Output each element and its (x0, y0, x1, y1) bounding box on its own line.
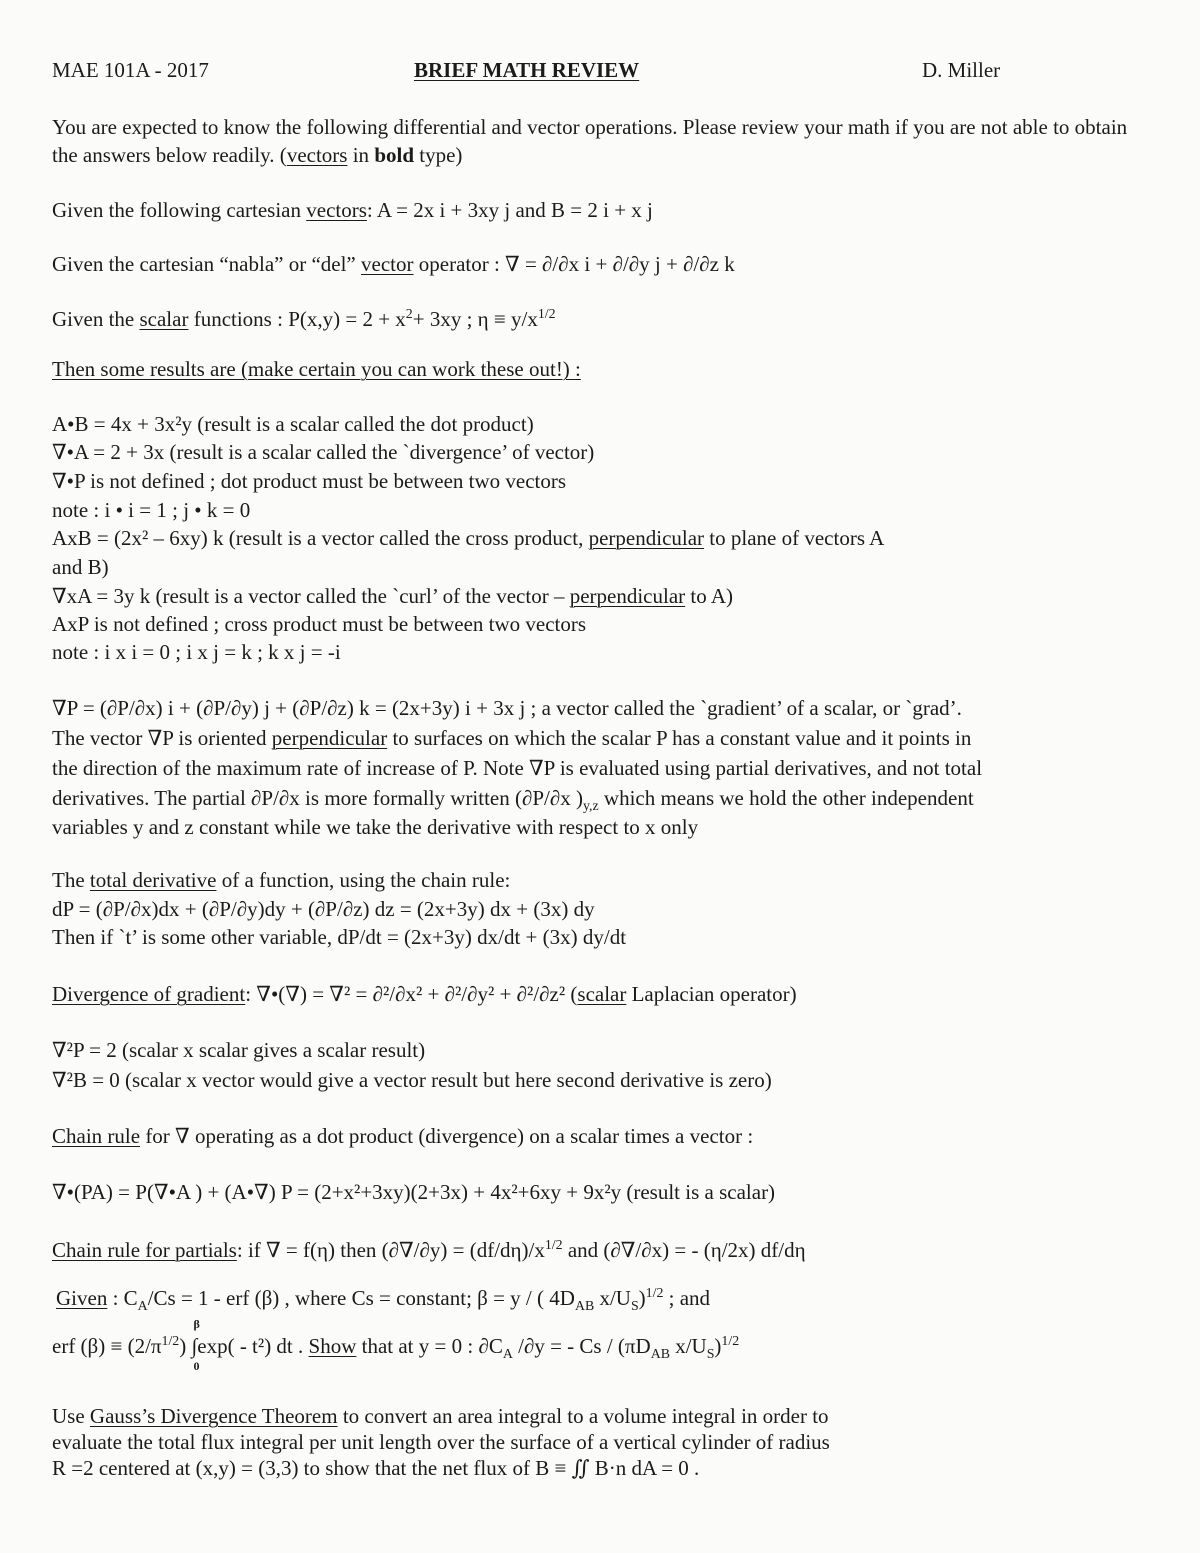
result-cross-product-cont: and B) (52, 555, 109, 579)
total-derivative-heading: The total derivative of a function, using the chain rule: (52, 868, 511, 892)
integral-upper-limit: β (193, 1317, 200, 1331)
results-heading: Then some results are (make certain you can work these out!) : (52, 357, 581, 381)
gauss-line-1: Use Gauss’s Divergence Theorem to convert an area integral to a volume integral in order to (52, 1404, 829, 1428)
chain-rule-heading: Chain rule for ∇ operating as a dot product (divergence) on a scalar times a vector : (52, 1124, 754, 1148)
gradient-line-5: variables y and z constant while we take the derivative with respect to x only (52, 815, 699, 839)
gradient-line-3: the direction of the maximum rate of increase of P. Note ∇P is evaluated using partial derivatives, and not total (52, 756, 983, 780)
given-scalar-line: Given the scalar functions : $P(x,y) = 2 + x^2+ 3xy$ ; $\eta \equiv y/x^{1/2}$ (52, 306, 556, 331)
divergence-of-gradient: Divergence of gradient: ∇•(∇) = ∇² = ∂²/∂x² + ∂²/∂y² + ∂²/∂z² (scalar Laplacian operator) (52, 982, 797, 1006)
result-dot-product: A•B = 4x + 3x²y (result is a scalar called the dot product) (52, 412, 534, 436)
author-name: D. Miller (922, 58, 1001, 82)
result-divergence: ∇•A = 2 + 3x (result is a scalar called the `divergence’ of vector) (52, 440, 595, 464)
result-cross-scalar: AxP is not defined ; cross product must be between two vectors (52, 612, 587, 636)
gauss-line-2: evaluate the total flux integral per unit length over the surface of a vertical cylinder of radius (52, 1430, 830, 1454)
gradient-line-1: ∇P = (∂P/∂x) i + (∂P/∂y) j + (∂P/∂z) k = (2x+3y) i + 3x j ; a vector called the `gradient’ of a scalar, or `grad’. (52, 696, 962, 720)
laplacian-vector: ∇²B = 0 (scalar x vector would give a vector result but here second derivative is zero) (52, 1068, 772, 1092)
given-nabla-line: Given the cartesian “nabla” or “del” vector operator : ∇ = ∂/∂x i + ∂/∂y j + ∂/∂z k (52, 252, 735, 276)
document-title: BRIEF MATH REVIEW (414, 58, 640, 82)
chain-rule-partials: Chain rule for partials: if ∇ = f(η) then $(\partial\nabla/\partial y) = (df/d\eta)/x^{1/2}$ and (∂∇/∂x) = - (η/2x) df/dη (52, 1237, 806, 1262)
given-concentration: Given : $C_A/Cs = 1$ - erf (β) , where Cs = constant; β = y / ( $4D_{AB}$ $x/U_S)^{1/2}$ ; and (56, 1285, 711, 1314)
erf-definition: erf $(\beta) \equiv (2/\pi^{1/2})$ β ∫ 0 exp( - t²) dt . Show that at y = 0 : $\partial C_A$ /∂y = - Cs / ($\pi D_{AB}$ $x/U_S)^{1/2}$ (52, 1317, 740, 1373)
laplacian-scalar: ∇²P = 2 (scalar x scalar gives a scalar result) (52, 1038, 426, 1062)
integral-sign: β ∫ 0 (191, 1317, 200, 1373)
given-vectors-line: Given the following cartesian vectors: A = 2x i + 3xy j and B = 2 i + x j (52, 198, 653, 222)
result-note-dot: note : i • i = 1 ; j • k = 0 (52, 498, 251, 522)
integral-lower-limit: 0 (193, 1359, 200, 1373)
result-note-cross: note : i x i = 0 ; i x j = k ; k x j = -i (52, 640, 341, 664)
course-label: MAE 101A - 2017 (52, 58, 209, 82)
total-derivative-time: Then if `t’ is some other variable, dP/dt = (2x+3y) dx/dt + (3x) dy/dt (52, 925, 627, 949)
total-derivative-eq: dP = (∂P/∂x)dx + (∂P/∂y)dy + (∂P/∂z) dz = (2x+3y) dx + (3x) dy (52, 897, 595, 921)
chain-rule-eq: ∇•(PA) = P(∇•A ) + (A•∇) P = (2+x²+3xy)(2+3x) + 4x²+6xy + 9x²y (result is a scalar) (52, 1180, 776, 1204)
gradient-line-4: derivatives. The partial ∂P/∂x is more formally written (∂P/∂x )$_{y,z}$ which means we hold the other independent (52, 786, 974, 814)
intro-paragraph: You are expected to know the following differential and vector operations. Please review your math if you are not able to obtain the answers below readily. (vectors in bold type) (52, 115, 1128, 167)
result-cross-product: AxB = (2x² – 6xy) k (result is a vector called the cross product, perpendicular to plane of vectors A (52, 526, 885, 550)
result-curl: ∇xA = 3y k (result is a vector called the `curl’ of the vector – perpendicular to A) (52, 584, 733, 608)
result-div-scalar: ∇•P is not defined ; dot product must be between two vectors (52, 469, 567, 493)
gradient-line-2: The vector ∇P is oriented perpendicular to surfaces on which the scalar P has a constant value and it points in (52, 726, 972, 750)
gauss-line-3: R =2 centered at (x,y) = (3,3) to show that the net flux of B ≡ ∬ B·n dA = 0 . (52, 1456, 700, 1480)
